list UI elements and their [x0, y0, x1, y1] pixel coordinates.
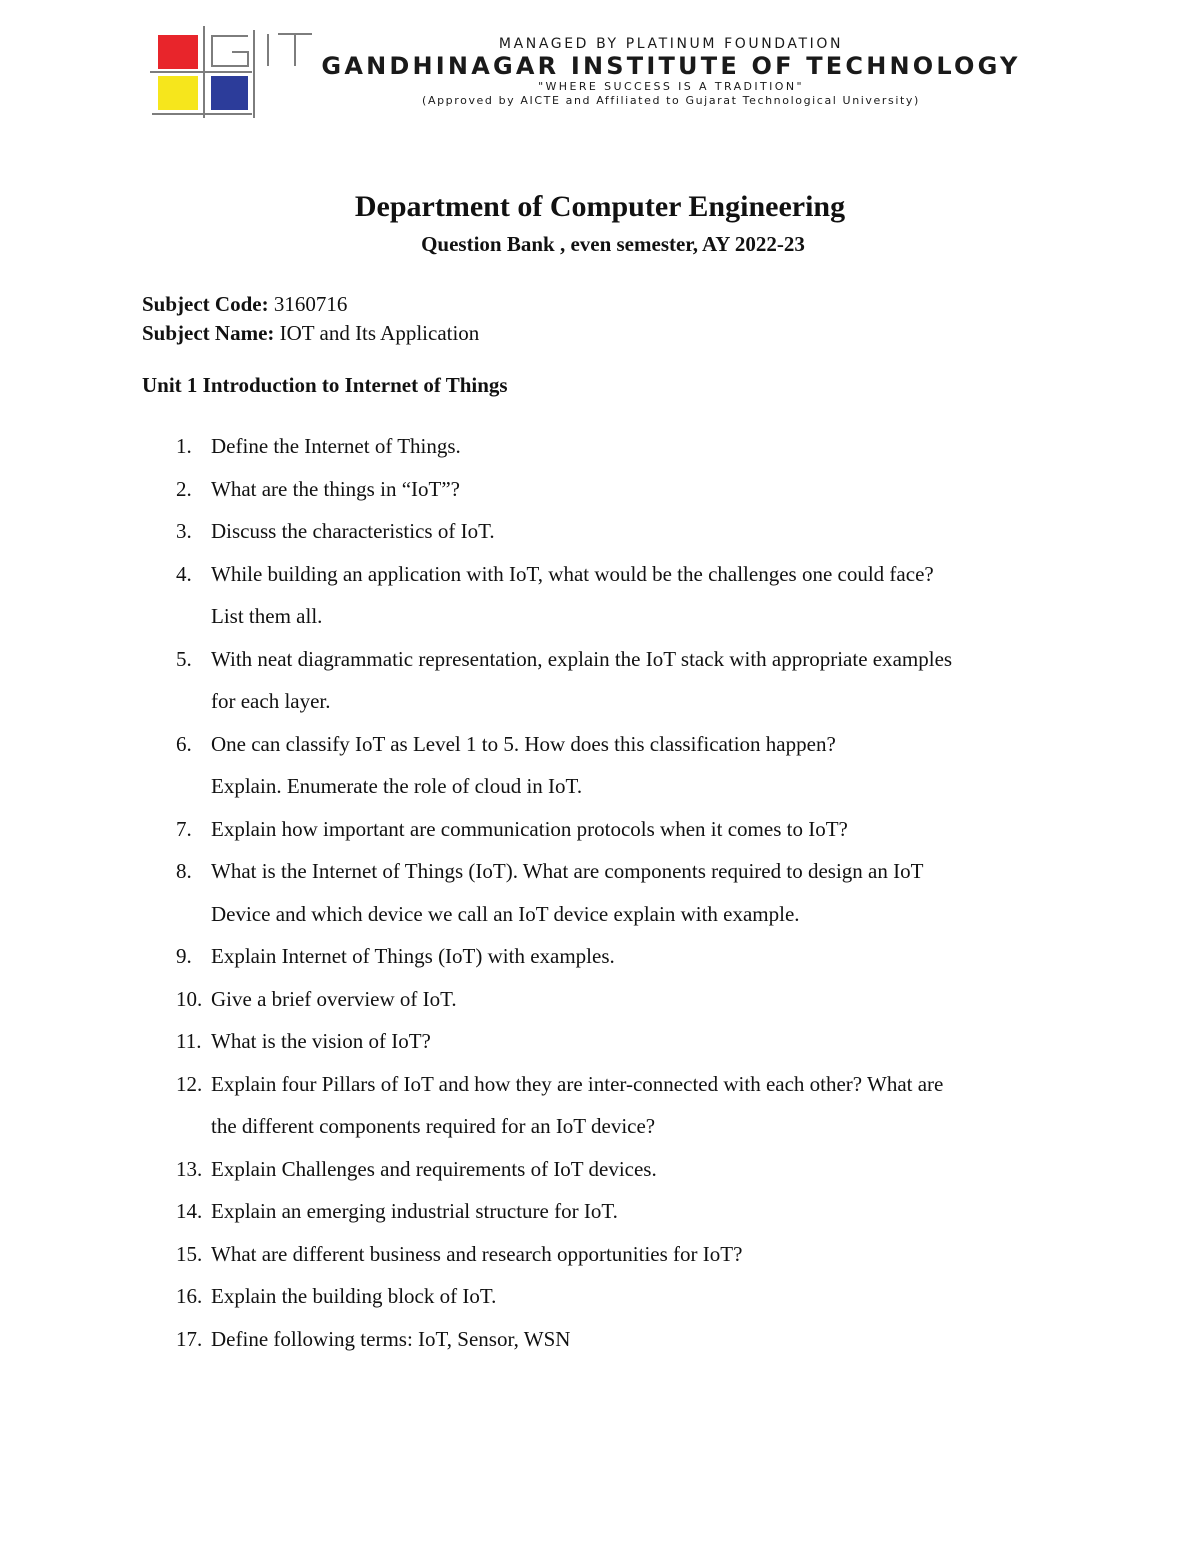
question-number: 16.: [176, 1284, 203, 1308]
approval-note: (Approved by AICTE and Affiliated to Gujarat Technological University): [422, 94, 920, 107]
list-item: [176, 1318, 1056, 1361]
question-text: [211, 468, 1056, 511]
question-text: [211, 1190, 1056, 1233]
question-number: 11.: [176, 1029, 202, 1053]
managed-by: MANAGED BY PLATINUM FOUNDATION: [498, 36, 844, 52]
question-number: 5.: [176, 646, 192, 671]
question-text: [211, 1275, 1056, 1318]
question-line: What is the Internet of Things (IoT). What are components required to design an IoT: [211, 859, 924, 883]
question-number: 4.: [176, 561, 192, 586]
question-line: Discuss the characteristics of IoT.: [211, 519, 495, 543]
question-line: Device and which device we call an IoT device explain with example.: [211, 901, 800, 926]
logo-yellow-square: [158, 76, 198, 110]
institute-motto: "WHERE SUCCESS IS A TRADITION": [538, 80, 804, 93]
logo-red-square: [158, 35, 198, 69]
list-item: [176, 850, 1056, 935]
logo-blue-square: [211, 76, 248, 110]
question-line: With neat diagrammatic representation, explain the IoT stack with appropriate examples: [211, 646, 953, 671]
question-text: [211, 808, 1056, 851]
question-number: 9.: [176, 944, 192, 968]
question-text: [211, 425, 1056, 468]
question-line: One can classify IoT as Level 1 to 5. How does this classification happen?: [211, 731, 836, 756]
question-number: 8.: [176, 859, 192, 883]
question-line: Explain an emerging industrial structure for IoT.: [211, 1199, 618, 1223]
question-number: 2.: [176, 476, 192, 501]
list-item: [176, 978, 1056, 1021]
list-item: [176, 808, 1056, 851]
question-line: What is the vision of IoT?: [211, 1029, 431, 1053]
question-line: Define following terms: IoT, Sensor, WSN: [211, 1326, 571, 1351]
question-number: 15.: [176, 1241, 203, 1266]
question-line: What are different business and research opportunities for IoT?: [211, 1241, 743, 1266]
question-number: 17.: [176, 1326, 203, 1351]
unit-title: Unit 1 Introduction to Internet of Things: [142, 373, 508, 397]
list-item: [176, 723, 1056, 808]
list-item: [176, 1148, 1056, 1191]
question-text: [211, 1063, 1056, 1148]
list-item: [176, 638, 1056, 723]
subject-name-line: [142, 319, 479, 348]
question-line: List them all.: [211, 604, 323, 628]
question-line: Define the Internet of Things.: [211, 434, 461, 458]
question-text: [211, 510, 1056, 553]
list-item: [176, 1190, 1056, 1233]
question-line: for each layer.: [211, 689, 331, 713]
question-text: [211, 978, 1056, 1021]
git-logo: [150, 26, 316, 120]
question-line: Explain Challenges and requirements of IoT devices.: [211, 1156, 657, 1181]
subject-code-line: [142, 290, 479, 319]
question-number: 7.: [176, 816, 192, 841]
question-number: 10.: [176, 986, 203, 1011]
question-bank-title: Question Bank , even semester, AY 2022-23: [421, 232, 805, 256]
question-text: [211, 1020, 1056, 1063]
question-text: [211, 638, 1056, 723]
list-item: [176, 510, 1056, 553]
question-line: the different components required for an IoT device?: [211, 1114, 656, 1138]
question-line: Give a brief overview of IoT.: [211, 986, 457, 1011]
list-item: [176, 1020, 1056, 1063]
question-number: 3.: [176, 519, 192, 543]
list-item: [176, 935, 1056, 978]
question-line: Explain. Enumerate the role of cloud in IoT.: [211, 774, 583, 798]
question-line: While building an application with IoT, what would be the challenges one could face?: [211, 561, 934, 586]
question-text: [211, 1318, 1056, 1361]
question-list: [176, 425, 1056, 1360]
subject-code-value: 3160716: [273, 292, 348, 316]
question-text: [211, 553, 1056, 638]
question-line: Explain the building block of IoT.: [211, 1284, 497, 1308]
question-line: Explain Internet of Things (IoT) with examples.: [211, 944, 615, 968]
question-text: [211, 935, 1056, 978]
subject-name-value: IOT and Its Application: [279, 321, 480, 345]
question-number: 14.: [176, 1199, 203, 1223]
list-item: [176, 1275, 1056, 1318]
question-number: 12.: [176, 1071, 203, 1096]
list-item: [176, 553, 1056, 638]
subject-code-label: Subject Code:: [142, 292, 269, 316]
list-item: [176, 425, 1056, 468]
subject-info: [142, 290, 479, 348]
letterhead: [150, 26, 1040, 122]
question-number: 13.: [176, 1156, 203, 1181]
question-text: [211, 1233, 1056, 1276]
institute-name: GANDHINAGAR INSTITUTE OF TECHNOLOGY: [321, 52, 1021, 80]
question-number: 6.: [176, 731, 192, 756]
question-text: [211, 850, 1056, 935]
question-text: [211, 723, 1056, 808]
list-item: [176, 1063, 1056, 1148]
question-text: [211, 1148, 1056, 1191]
letterhead-text: [316, 36, 1026, 108]
subject-name-label: Subject Name:: [142, 321, 275, 345]
list-item: [176, 1233, 1056, 1276]
question-line: What are the things in “IoT”?: [211, 476, 460, 501]
question-line: Explain how important are communication protocols when it comes to IoT?: [211, 816, 848, 841]
department-title: Department of Computer Engineering: [354, 190, 846, 223]
question-number: 1.: [176, 434, 192, 458]
question-line: Explain four Pillars of IoT and how they are inter-connected with each other? What are: [211, 1071, 944, 1096]
list-item: [176, 468, 1056, 511]
